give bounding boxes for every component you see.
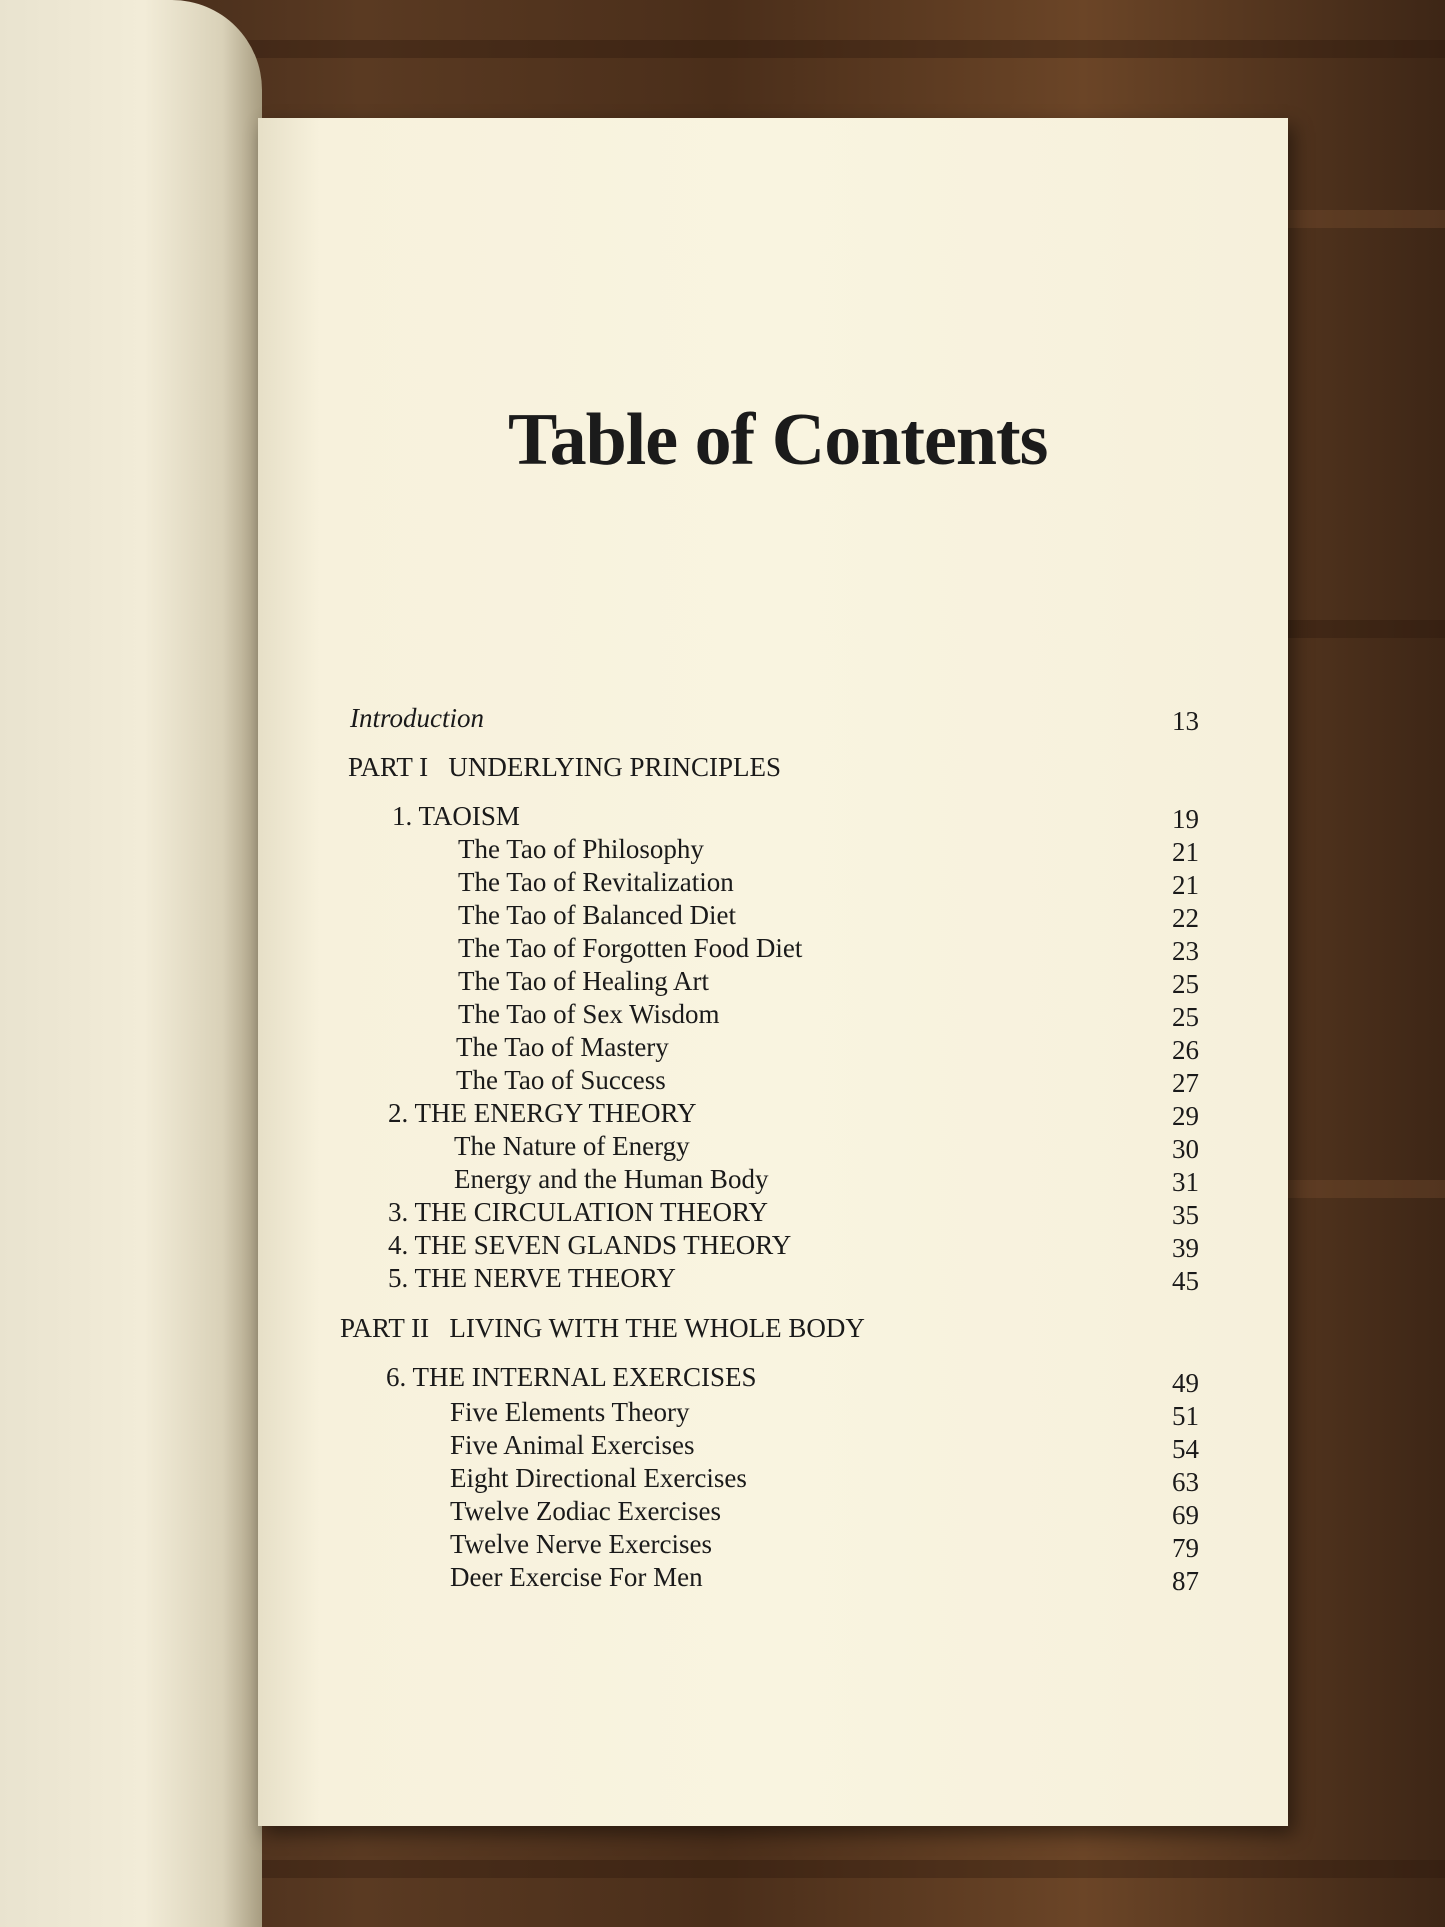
- part-title: UNDERLYING PRINCIPLES: [448, 752, 781, 782]
- part-title: LIVING WITH THE WHOLE BODY: [449, 1313, 865, 1343]
- part-label: PART II: [340, 1313, 430, 1343]
- toc-page-number: 39: [1172, 1233, 1199, 1263]
- page-title: Table of Contents: [508, 399, 1048, 481]
- part-label: PART I: [348, 752, 429, 782]
- toc-chapter: 3. THE CIRCULATION THEORY: [388, 1197, 769, 1227]
- toc-page-number: 79: [1172, 1533, 1199, 1563]
- toc-section: The Nature of Energy: [454, 1131, 690, 1161]
- toc-chapter: 4. THE SEVEN GLANDS THEORY: [388, 1230, 792, 1260]
- toc-section: The Tao of Forgotten Food Diet: [458, 933, 803, 963]
- toc-page-number: 21: [1172, 837, 1199, 867]
- left-book-page: [0, 0, 262, 1927]
- toc-page-number: 26: [1172, 1035, 1199, 1065]
- toc-section: Five Elements Theory: [450, 1397, 690, 1427]
- toc-page-number: 25: [1172, 969, 1199, 999]
- toc-section: The Tao of Balanced Diet: [458, 900, 737, 930]
- toc-section: The Tao of Revitalization: [458, 867, 734, 897]
- toc-entry-introduction: Introduction: [350, 703, 484, 733]
- toc-page-number: 87: [1172, 1566, 1199, 1596]
- toc-page-number: 25: [1172, 1002, 1199, 1032]
- toc-chapter: 5. THE NERVE THEORY: [388, 1263, 676, 1293]
- toc-part-heading: [348, 752, 781, 783]
- toc-page-number: 45: [1172, 1266, 1199, 1296]
- toc-page-number: 23: [1172, 936, 1199, 966]
- toc-page-number: 51: [1172, 1401, 1199, 1431]
- toc-section: The Tao of Mastery: [456, 1032, 669, 1062]
- toc-section: The Tao of Healing Art: [458, 966, 710, 996]
- toc-chapter: 2. THE ENERGY THEORY: [388, 1098, 697, 1128]
- toc-page-number: 49: [1172, 1368, 1199, 1398]
- toc-section: Twelve Nerve Exercises: [450, 1529, 712, 1559]
- toc-page-number: 22: [1172, 903, 1199, 933]
- toc-section: Twelve Zodiac Exercises: [450, 1496, 721, 1526]
- toc-page-number: 31: [1172, 1167, 1199, 1197]
- toc-section: The Tao of Sex Wisdom: [458, 999, 720, 1029]
- toc-page-number: 54: [1172, 1434, 1199, 1464]
- right-book-page: [258, 118, 1288, 1826]
- toc-chapter: 6. THE INTERNAL EXERCISES: [386, 1362, 757, 1392]
- toc-page-number: 29: [1172, 1101, 1199, 1131]
- toc-section: Eight Directional Exercises: [450, 1463, 747, 1493]
- toc-section: Five Animal Exercises: [450, 1430, 695, 1460]
- toc-page-number: 63: [1172, 1467, 1199, 1497]
- toc-part-heading: [340, 1313, 865, 1344]
- toc-page-number: 13: [1172, 706, 1199, 736]
- toc-page-number: 19: [1172, 804, 1199, 834]
- toc-page-number: 21: [1172, 870, 1199, 900]
- toc-page-number: 30: [1172, 1134, 1199, 1164]
- toc-section: Energy and the Human Body: [454, 1164, 769, 1194]
- toc-page-number: 27: [1172, 1068, 1199, 1098]
- toc-section: The Tao of Success: [456, 1065, 666, 1095]
- toc-page-number: 69: [1172, 1500, 1199, 1530]
- toc-page-number: 35: [1172, 1200, 1199, 1230]
- toc-chapter: 1. TAOISM: [392, 801, 520, 831]
- toc-section: The Tao of Philosophy: [458, 834, 704, 864]
- toc-section: Deer Exercise For Men: [450, 1562, 703, 1592]
